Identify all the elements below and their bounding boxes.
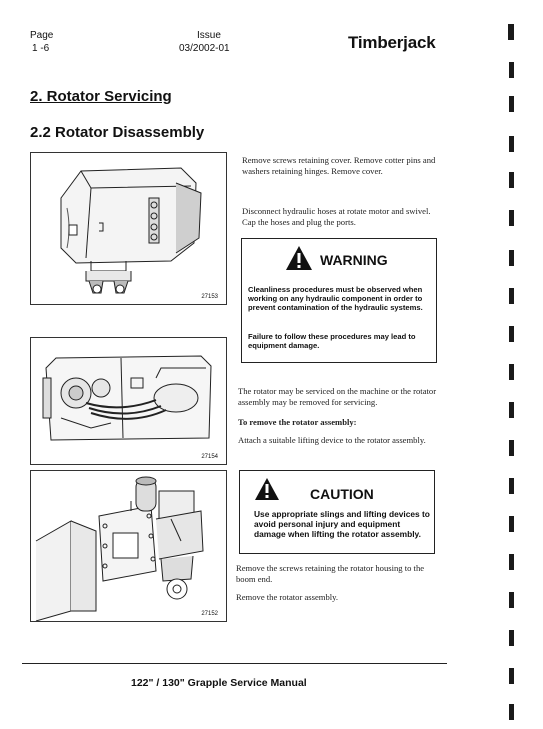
edge-tab-mark (509, 516, 514, 532)
edge-tab-mark (509, 478, 514, 494)
edge-tab-mark (509, 554, 514, 570)
edge-tab-mark (509, 326, 514, 342)
warning-title: WARNING (320, 252, 388, 268)
footer-title: 122" / 130" Grapple Service Manual (131, 677, 307, 689)
section-title: 2. Rotator Servicing (30, 88, 172, 105)
edge-tab-mark (509, 62, 514, 78)
figure-rotator-hoses (30, 337, 227, 465)
warning-text-cleanliness: Cleanliness procedures must be observed when working on any hydraulic component in order to prevent contamination of the hydraulic systems. (248, 285, 423, 312)
page-number: 1 -6 (32, 43, 50, 54)
caution-triangle-icon (254, 477, 280, 501)
edge-tab-mark (509, 172, 514, 188)
caution-title: CAUTION (310, 486, 374, 502)
edge-tab-mark (508, 24, 514, 40)
edge-tab-mark (509, 440, 514, 456)
issue-label: Issue (197, 30, 221, 41)
step-remove-screws: Remove the screws retaining the rotator housing to the boom end. (236, 563, 425, 584)
warning-triangle-icon (285, 245, 313, 271)
step-service-location: The rotator may be serviced on the machine or the rotator assembly may be removed for servicing. (238, 386, 437, 407)
edge-tab-mark (509, 136, 514, 152)
rotator-hoses-illustration (31, 338, 226, 464)
edge-tab-mark (509, 288, 514, 304)
step-remove-heading: To remove the rotator assembly: (238, 417, 357, 427)
page-label: Page (30, 30, 54, 41)
edge-tab-mark (509, 210, 514, 226)
edge-tab-mark (509, 364, 514, 380)
rotator-removal-illustration (31, 471, 226, 621)
figure-rotator-removal (30, 470, 227, 622)
warning-box (241, 238, 437, 363)
issue-number: 03/2002-01 (179, 43, 230, 54)
edge-tab-mark (509, 668, 514, 684)
step-remove-cover: Remove screws retaining cover. Remove cotter pins and washers retaining hinges. Remove cover. (242, 155, 436, 176)
warning-text-failure: Failure to follow these procedures may lead to equipment damage. (248, 332, 416, 350)
edge-tab-mark (509, 96, 514, 112)
edge-tab-mark (509, 704, 514, 720)
figure-number: 27154 (201, 454, 218, 460)
edge-tab-mark (509, 250, 514, 266)
brand-logo: Timberjack (348, 33, 436, 52)
figure-number: 27153 (201, 294, 218, 300)
figure-rotator-cover (30, 152, 227, 305)
subsection-title: 2.2 Rotator Disassembly (30, 124, 205, 141)
caution-text: Use appropriate slings and lifting devices to avoid personal injury and equipment damage when lifting the rotator assembly. (254, 509, 430, 539)
figure-number: 27152 (201, 611, 218, 617)
step-disconnect-hoses: Disconnect hydraulic hoses at rotate motor and swivel. Cap the hoses and plug the ports. (242, 206, 431, 227)
caution-box (239, 470, 435, 554)
rotator-cover-illustration (31, 153, 226, 304)
edge-tab-mark (509, 630, 514, 646)
edge-tab-mark (509, 402, 514, 418)
footer-rule (22, 663, 447, 664)
step-attach-lifting: Attach a suitable lifting device to the rotator assembly. (238, 435, 426, 445)
edge-tab-mark (509, 592, 514, 608)
step-remove-assembly: Remove the rotator assembly. (236, 592, 339, 602)
